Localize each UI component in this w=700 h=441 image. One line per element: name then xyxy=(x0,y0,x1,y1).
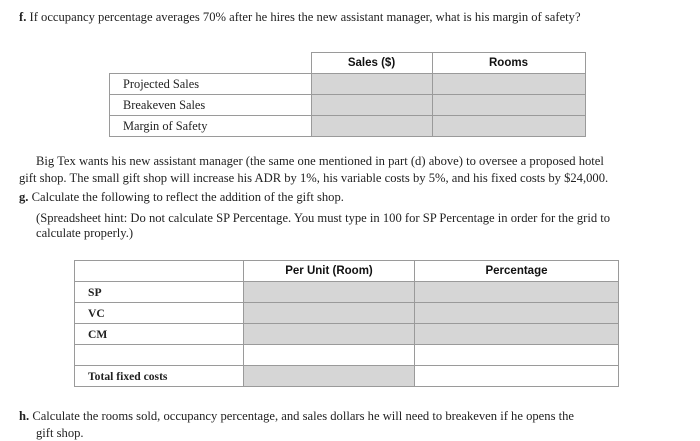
input-cell-breakeven-sales-rooms[interactable] xyxy=(432,95,585,116)
header-per-unit-room: Per Unit (Room) xyxy=(244,261,415,282)
question-h-text: Calculate the rooms sold, occupancy percentage, and sales dollars he will need to breakeven if he opens the xyxy=(32,409,574,423)
table-row xyxy=(75,366,619,387)
header-empty xyxy=(110,53,312,74)
table-row xyxy=(110,95,586,116)
table-row xyxy=(75,345,619,366)
question-g-text: Calculate the following to reflect the addition of the gift shop. xyxy=(31,190,344,204)
input-cell-vc-per-unit[interactable] xyxy=(244,303,415,324)
table-row xyxy=(75,324,619,345)
table-row xyxy=(110,116,586,137)
row-label-breakeven-sales: Breakeven Sales xyxy=(110,95,312,116)
empty-cell xyxy=(244,345,415,366)
input-cell-projected-sales-rooms[interactable] xyxy=(432,74,585,95)
paragraph-line-1: Big Tex wants his new assistant manager (the same one mentioned in part (d) above) to oversee a proposed hotel xyxy=(36,154,604,168)
input-cell-total-fixed-costs[interactable] xyxy=(244,366,415,387)
row-label-sp: SP xyxy=(75,282,244,303)
row-label-empty xyxy=(75,345,244,366)
header-sales: Sales ($) xyxy=(311,53,432,74)
input-cell-projected-sales-dollars[interactable] xyxy=(311,74,432,95)
empty-cell xyxy=(415,366,619,387)
question-f xyxy=(19,10,581,25)
input-cell-sp-per-unit[interactable] xyxy=(244,282,415,303)
header-rooms: Rooms xyxy=(432,53,585,74)
gift-shop-grid-table xyxy=(74,260,619,387)
question-f-text: If occupancy percentage averages 70% after he hires the new assistant manager, what is his margin of safety? xyxy=(29,10,581,24)
table-row xyxy=(75,303,619,324)
header-percentage: Percentage xyxy=(415,261,619,282)
header-empty xyxy=(75,261,244,282)
row-label-projected-sales: Projected Sales xyxy=(110,74,312,95)
empty-cell xyxy=(415,345,619,366)
input-cell-sp-percentage[interactable] xyxy=(415,282,619,303)
table-row xyxy=(110,74,586,95)
row-label-margin-of-safety: Margin of Safety xyxy=(110,116,312,137)
question-h-cut-line: gift shop. xyxy=(36,426,84,440)
input-cell-vc-percentage[interactable] xyxy=(415,303,619,324)
paragraph-line-2: gift shop. The small gift shop will increase his ADR by 1%, his variable costs by 5%, and his fixed costs by $24,000. xyxy=(19,171,609,185)
table-row xyxy=(75,282,619,303)
question-f-letter: f. xyxy=(19,10,27,24)
row-label-total-fixed-costs: Total fixed costs xyxy=(75,366,244,387)
input-cell-cm-per-unit[interactable] xyxy=(244,324,415,345)
question-h xyxy=(19,409,574,424)
input-cell-cm-percentage[interactable] xyxy=(415,324,619,345)
table-header-row xyxy=(110,53,586,74)
row-label-cm: CM xyxy=(75,324,244,345)
spreadsheet-hint-line-2: calculate properly.) xyxy=(36,226,134,240)
input-cell-breakeven-sales-dollars[interactable] xyxy=(311,95,432,116)
question-h-letter: h. xyxy=(19,409,30,423)
input-cell-margin-of-safety-dollars[interactable] xyxy=(311,116,432,137)
spreadsheet-hint-line-1: (Spreadsheet hint: Do not calculate SP Percentage. You must type in 100 for SP Percentage in order for the grid to xyxy=(36,211,611,225)
row-label-vc: VC xyxy=(75,303,244,324)
table-header-row xyxy=(75,261,619,282)
question-g-letter: g. xyxy=(19,190,29,204)
input-cell-margin-of-safety-rooms[interactable] xyxy=(432,116,585,137)
margin-of-safety-table xyxy=(109,52,586,137)
question-g xyxy=(19,190,344,205)
